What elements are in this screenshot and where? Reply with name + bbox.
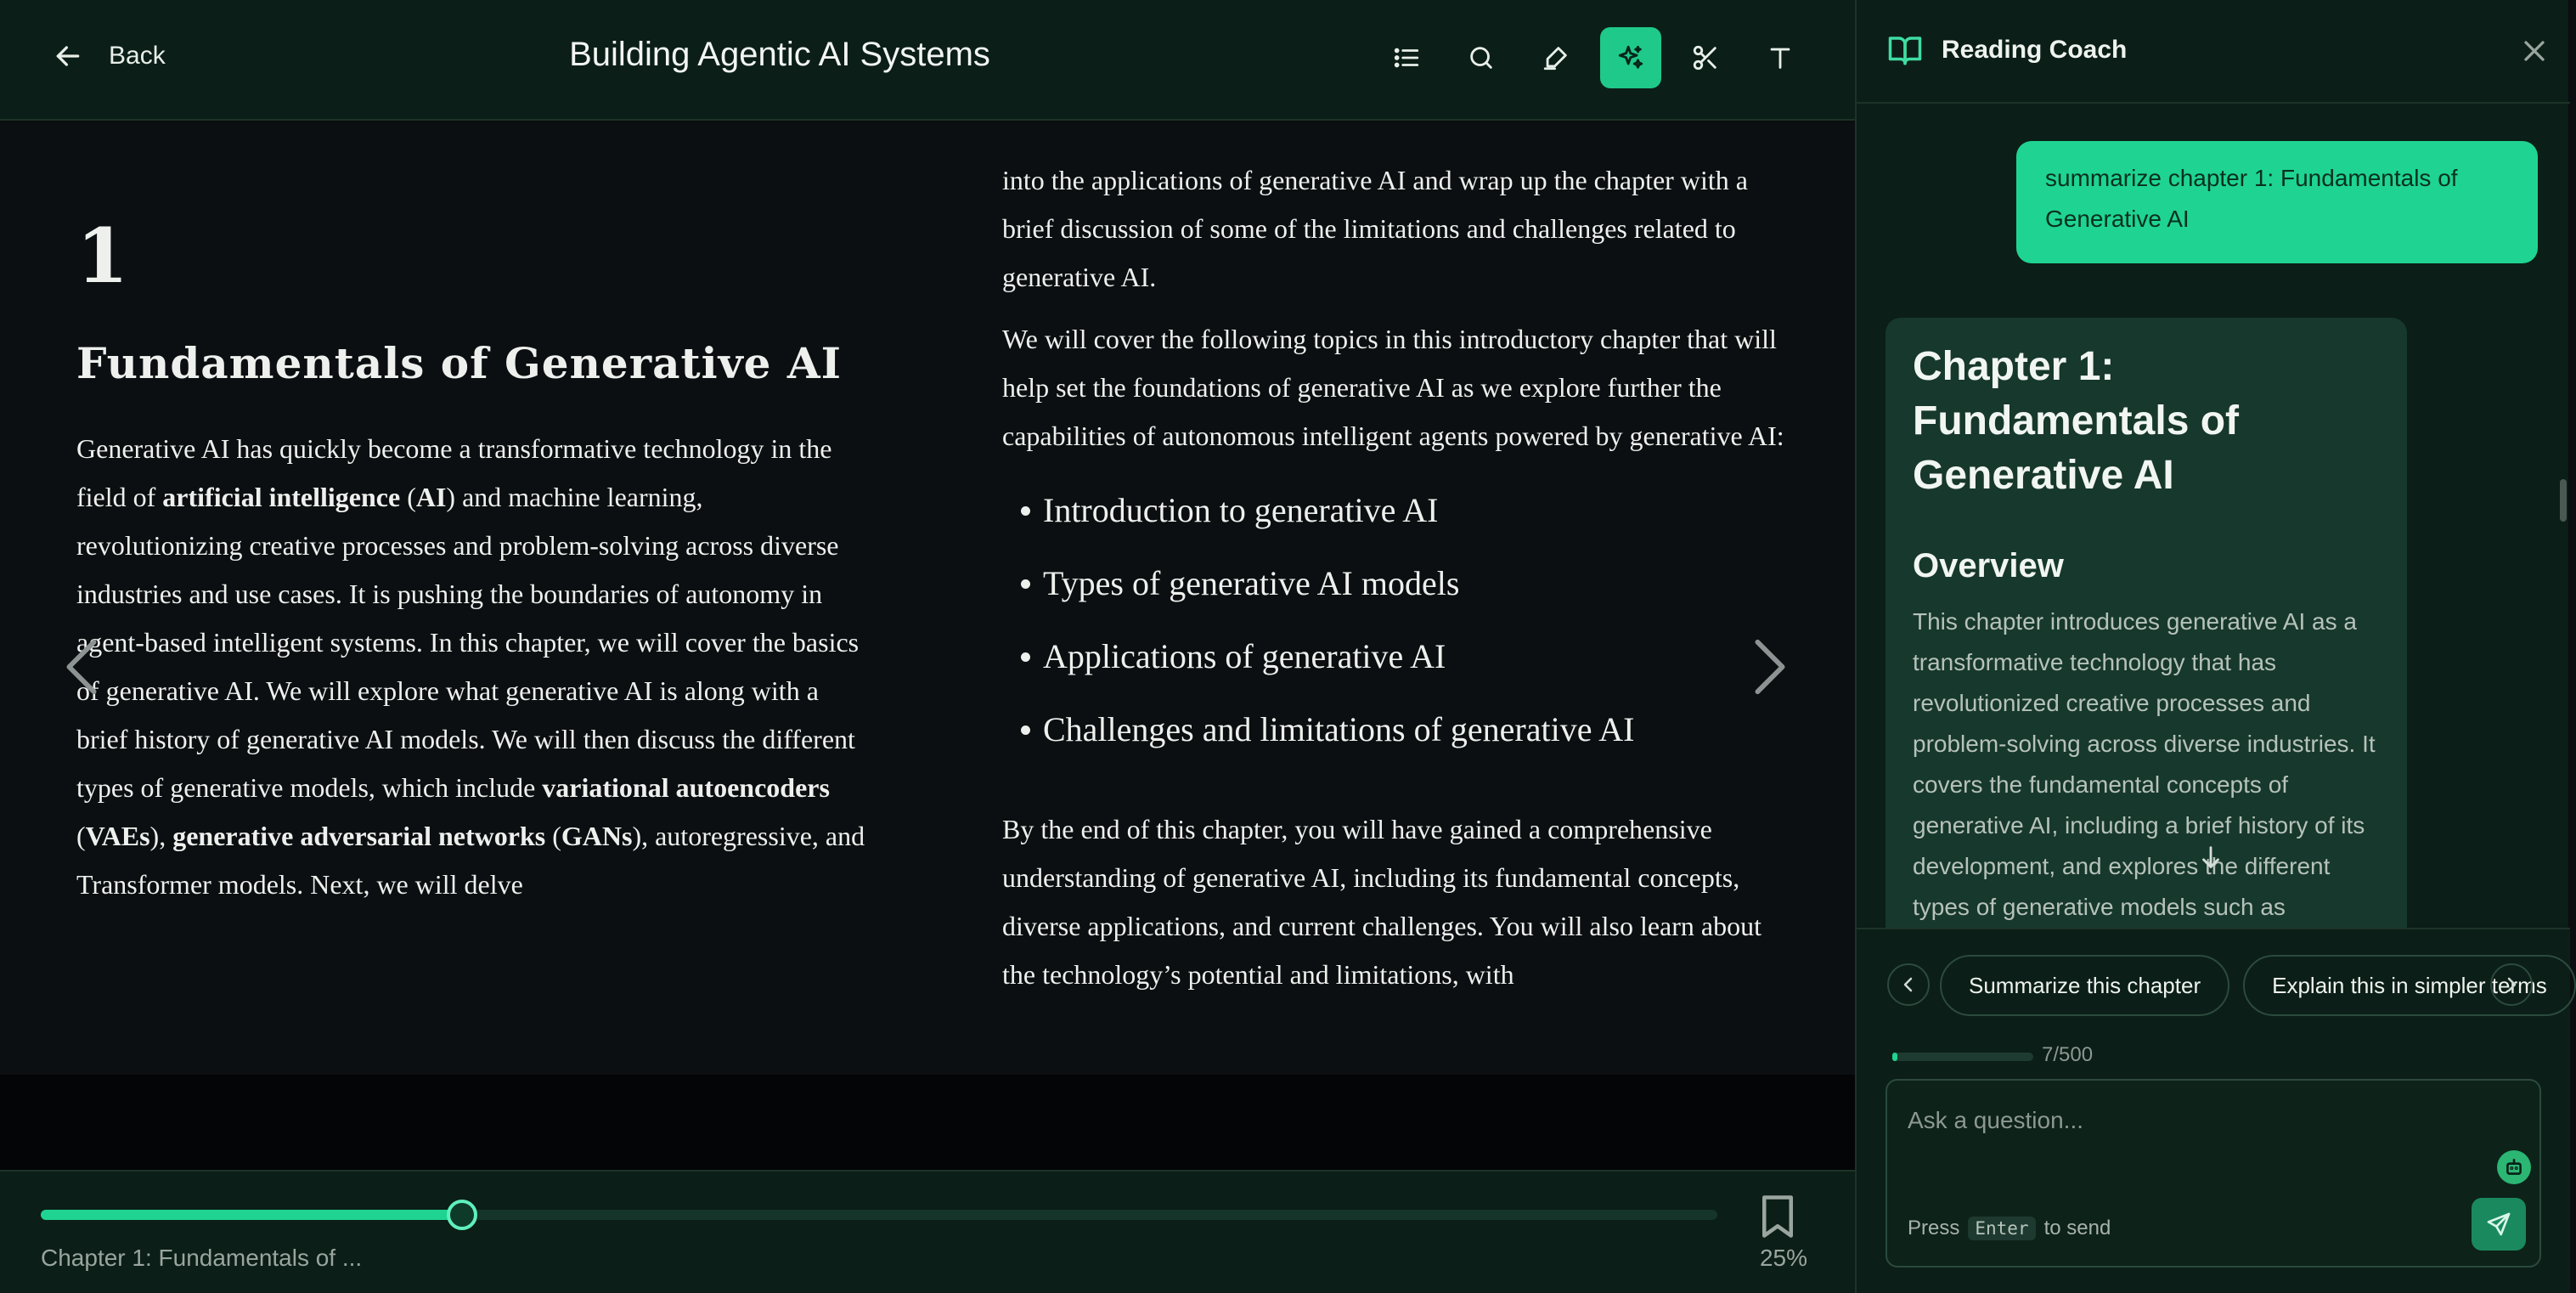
bold-term: generative adversarial networks — [172, 821, 546, 851]
character-limit-bar — [1892, 1053, 2033, 1061]
paragraph: We will cover the following topics in this introductory chapter that will help set the foundations of generative AI as we explore further the capabilities of autonomous intelligent agents powered by generative AI: — [1002, 324, 1784, 451]
send-hint — [1908, 1217, 2111, 1240]
character-limit-fill — [1892, 1053, 1897, 1061]
progress-thumb[interactable] — [447, 1200, 477, 1230]
question-box — [1885, 1079, 2541, 1268]
search-icon — [1467, 43, 1496, 72]
current-chapter-label: Chapter 1: Fundamentals of ... — [41, 1245, 363, 1271]
reading-coach-panel — [1855, 0, 2568, 1293]
suggestions-prev-button[interactable] — [1887, 963, 1930, 1006]
bold-term: VAEs — [85, 821, 150, 851]
book-title: Building Agentic AI Systems — [569, 36, 990, 73]
progress-slider[interactable] — [41, 1210, 1717, 1220]
progress-fill — [41, 1210, 462, 1220]
progress-percent: 25% — [1759, 1245, 1808, 1271]
previous-page-button[interactable] — [56, 629, 107, 705]
bold-term: artificial intelligence — [162, 482, 401, 512]
suggestion-summarize[interactable]: Summarize this chapter — [1940, 955, 2229, 1016]
text-format-icon — [1766, 43, 1795, 72]
bookmark-button[interactable] — [1758, 1194, 1797, 1239]
bold-term: GANs — [561, 821, 633, 851]
list-icon — [1392, 43, 1421, 72]
coach-title-group — [1887, 32, 2127, 68]
paragraph: into the applications of generative AI and wrap up the chapter with a brief discussion of some of the limitations and challenges related to generative AI. — [1002, 165, 1748, 292]
assistant-bot-icon[interactable] — [2497, 1150, 2531, 1184]
page-column-left — [76, 212, 866, 923]
text-run: ( — [400, 482, 416, 512]
assistant-message — [1885, 318, 2407, 963]
text-run: ( — [76, 821, 86, 851]
list-item: Introduction to generative AI — [1002, 474, 1792, 547]
bookmark-icon — [1758, 1194, 1797, 1239]
character-count: 7/500 — [2042, 1043, 2094, 1066]
suggestions-next-button[interactable] — [2490, 963, 2533, 1006]
intro-paragraph — [76, 425, 866, 909]
back-button[interactable] — [51, 34, 166, 78]
send-button[interactable] — [2472, 1198, 2526, 1251]
scroll-to-bottom-button[interactable] — [2196, 843, 2225, 872]
chat-scrollbar[interactable] — [2560, 479, 2567, 522]
suggestion-explain-simpler[interactable]: Explain this in simpler terms — [2243, 955, 2576, 1016]
page-column-right — [1002, 156, 1792, 1013]
chevron-left-icon — [63, 637, 100, 697]
bold-term: variational autoencoders — [542, 772, 830, 803]
search-button[interactable] — [1451, 27, 1512, 88]
coach-input-area — [1857, 928, 2570, 1293]
text-run: ), — [149, 821, 173, 851]
robot-icon — [2503, 1156, 2525, 1178]
arrow-down-icon — [2196, 843, 2225, 872]
user-message: summarize chapter 1: Fundamentals of Generative AI — [2016, 141, 2538, 263]
clip-button[interactable] — [1675, 27, 1736, 88]
text-settings-button[interactable] — [1750, 27, 1811, 88]
suggestion-chips — [1940, 955, 2547, 1016]
text-run: Generative AI has quickly become a transformative technology in the field of — [76, 433, 832, 512]
chevron-left-icon — [1898, 974, 1919, 995]
arrow-left-icon — [51, 39, 85, 73]
list-item: Challenges and limitations of generative AI — [1002, 693, 1792, 766]
text-run: ) and machine learning, revolutionizing creative processes and problem-solving across diverse industries and use cases. It is pushing the boundaries of autonomy in agent-based intelligent systems. In this chapter, we will cover the basics of generative AI. We will explore what generative AI is along with a brief history of generative AI models. We will then discuss the different types of generative models, which include — [76, 482, 860, 803]
hint-prefix: Press — [1908, 1217, 1960, 1239]
hint-suffix: to send — [2043, 1217, 2111, 1239]
bold-term: AI — [415, 482, 447, 512]
summary-body: This chapter introduces generative AI as a transformative technology that has revolutionized creative processes and problem-solving across diverse industries. It covers the fundamental concepts of generative AI, including a brief history of its development, and explores the different types of generative models such as — [1913, 608, 2376, 920]
text-run: ), autoregressive, and Transformer models. Next, we will delve — [76, 821, 865, 900]
paragraph: By the end of this chapter, you will have gained a comprehensive understanding of generative AI, including its fundamental concepts, diverse applications, and current challenges. You will also learn about the technology’s potential and limitations, with — [1002, 814, 1761, 990]
close-icon — [2517, 34, 2551, 68]
send-icon — [2485, 1211, 2512, 1238]
reading-progress-bar — [0, 1170, 1855, 1293]
text-run: ( — [545, 821, 561, 851]
summary-subheading: Overview — [1913, 547, 2064, 584]
topic-list — [1002, 474, 1792, 766]
back-label: Back — [109, 42, 166, 70]
chevron-right-icon — [1751, 637, 1789, 697]
close-coach-button[interactable] — [2517, 34, 2551, 68]
scissors-icon — [1691, 43, 1720, 72]
chat-history[interactable] — [1857, 105, 2570, 928]
chapter-number: 1 — [76, 212, 129, 300]
highlighter-icon — [1542, 43, 1570, 72]
chevron-right-icon — [2501, 974, 2522, 995]
chapter-heading: Fundamentals of Generative AI — [76, 338, 843, 388]
enter-key-badge: Enter — [1968, 1217, 2035, 1240]
list-item: Applications of generative AI — [1002, 620, 1792, 693]
next-page-button[interactable] — [1745, 629, 1795, 705]
page-gap — [0, 1075, 1855, 1170]
question-input[interactable] — [1908, 1099, 2417, 1142]
table-of-contents-button[interactable] — [1376, 27, 1437, 88]
highlight-button[interactable] — [1525, 27, 1587, 88]
sparkles-icon — [1616, 43, 1645, 72]
coach-title: Reading Coach — [1942, 36, 2128, 64]
summary-heading: Chapter 1: Fundamentals of Generative AI — [1913, 344, 2240, 498]
tool-group — [1376, 27, 1811, 88]
book-open-icon — [1887, 32, 1923, 68]
coach-header — [1857, 0, 2570, 104]
reader-toolbar — [0, 0, 1855, 121]
list-item: Types of generative AI models — [1002, 547, 1792, 620]
ai-assistant-button[interactable] — [1600, 27, 1661, 88]
